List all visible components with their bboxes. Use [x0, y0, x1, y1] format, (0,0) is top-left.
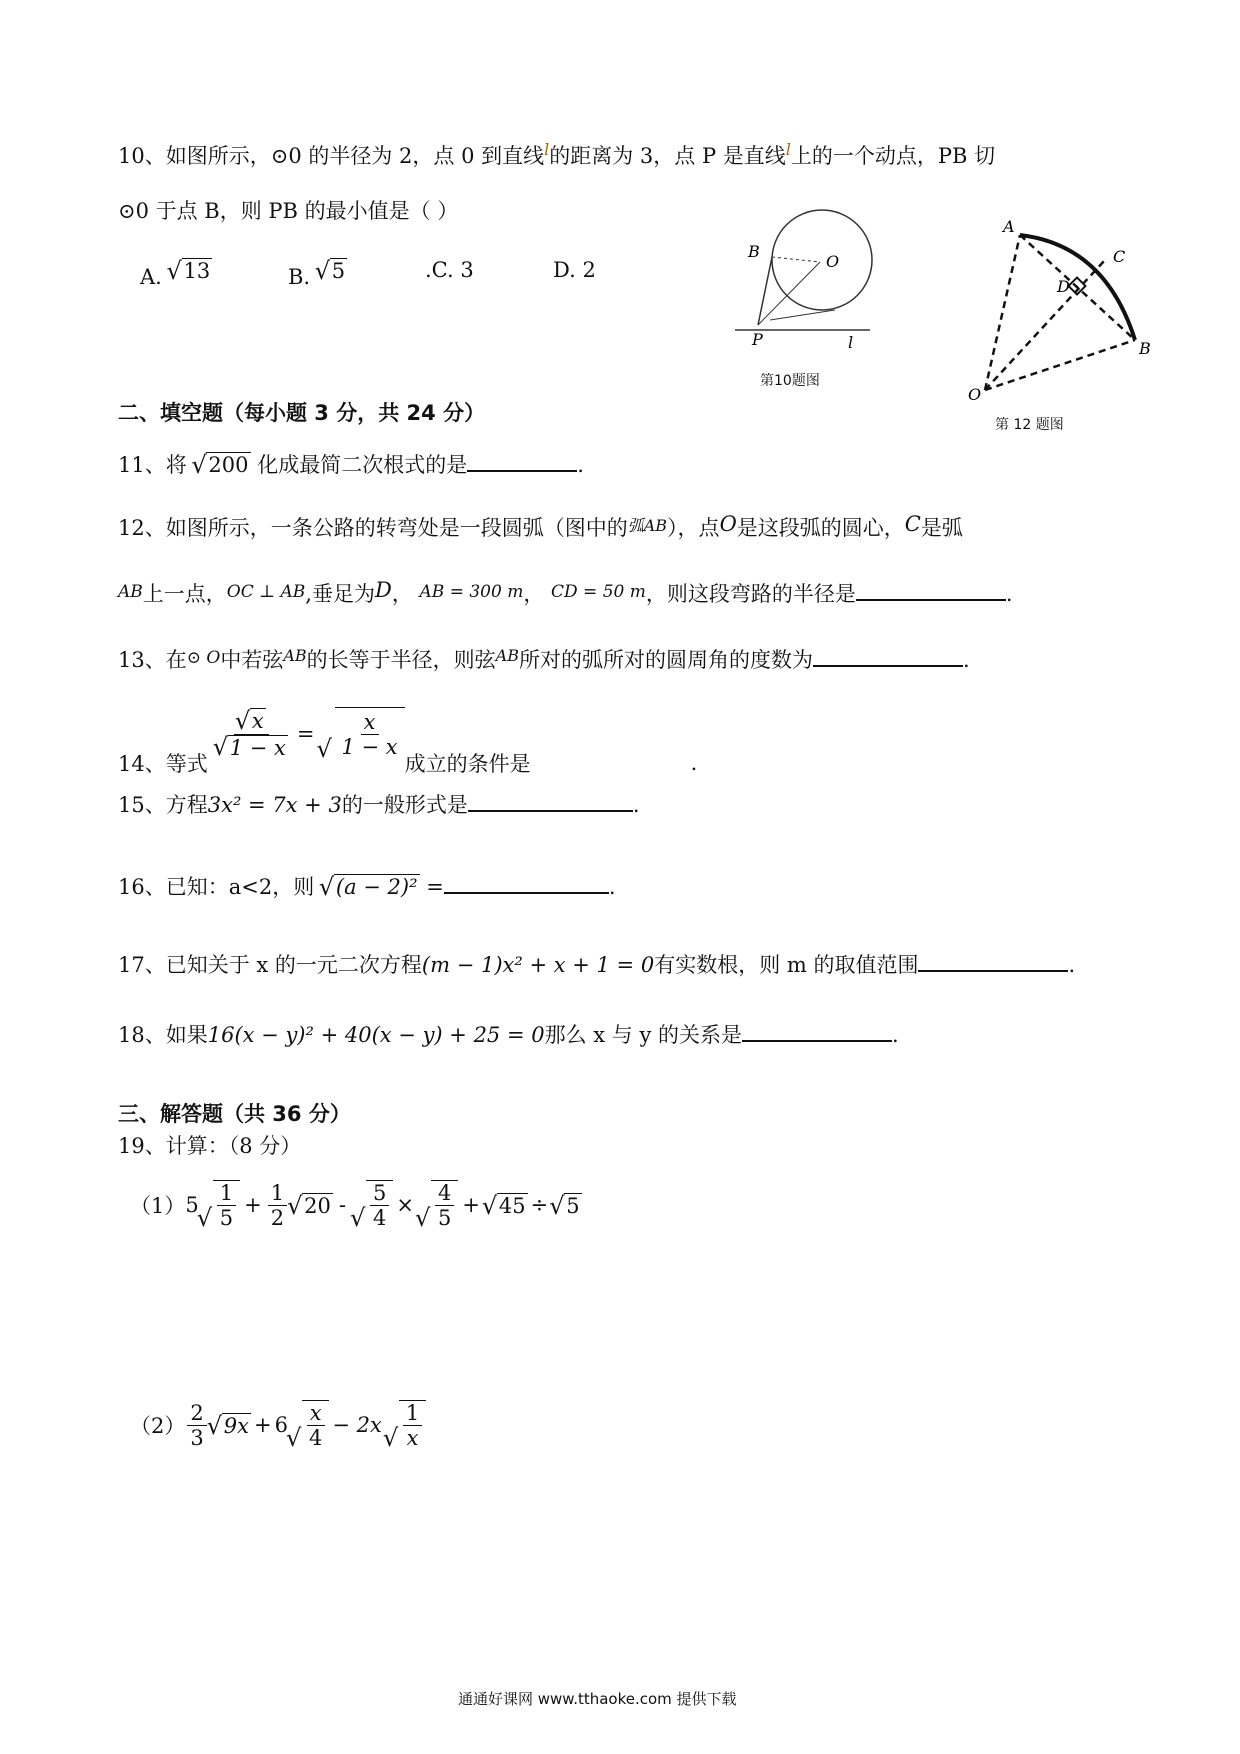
- q12-perp: OC ⊥ AB: [226, 582, 306, 602]
- q10-var-l: l: [544, 140, 550, 159]
- q19-p1-frac2: [268, 1181, 287, 1230]
- q14-left-num: [234, 708, 269, 734]
- page-footer: 通通好课网 www.tthaoke.com 提供下载: [458, 1690, 737, 1708]
- q13-circle-o: ⊙ O: [186, 648, 221, 668]
- q16-answer-blank[interactable]: [444, 870, 609, 894]
- q11-post: 化成最简二次根式的是: [257, 453, 468, 477]
- fig10-label-o: O: [826, 252, 840, 271]
- q19-p2-f3-den: x: [406, 1426, 419, 1451]
- q19-p2-minus-2x: − 2x: [332, 1413, 382, 1438]
- fig10-segment-pb: [758, 257, 772, 325]
- option-a-sqrt: [169, 258, 213, 283]
- q19-p1-label: （1）: [130, 1194, 186, 1219]
- q15-answer-blank[interactable]: [468, 788, 633, 812]
- q19-p2-r9x: 9x: [223, 1413, 249, 1438]
- q12-text-b: ），点: [667, 516, 720, 540]
- option-b-sqrt: [317, 258, 347, 283]
- q12-text-a: 12、如图所示，一条公路的转弯处是一段圆弧（图中的: [118, 516, 628, 540]
- q18-post: 那么 x 与 y 的关系是: [544, 1023, 743, 1047]
- q19-p1-r45: 45: [498, 1193, 526, 1218]
- q19-p2-frac3: [403, 1401, 422, 1450]
- q14-right-num: √ x: [361, 710, 379, 735]
- q19-p2-frac2: [306, 1401, 325, 1450]
- fig10-segment-po: [758, 262, 820, 325]
- q12-answer-blank[interactable]: [856, 577, 1006, 601]
- q12-var-c: C: [904, 512, 921, 536]
- q11-radicand: 200: [208, 453, 249, 477]
- q13-text-d: 所对的弧所对的圆周角的度数为: [518, 648, 813, 672]
- q10-text-b: 的距离为 3，点 P 是直线: [549, 144, 786, 168]
- q19-p1-frac3: [370, 1181, 389, 1230]
- option-b-radicand: 5: [331, 259, 346, 283]
- q19-p1-f3-den: 4: [372, 1206, 387, 1231]
- fig10-label-l: l: [848, 333, 854, 352]
- q12-text-c: 是这段弧的圆心，: [736, 516, 905, 540]
- q19-p2-label: （2）: [130, 1414, 186, 1439]
- q10-line1: [118, 140, 995, 170]
- q19-p2-frac1: [187, 1401, 206, 1450]
- q15-equation: 3x² = 7x + 3: [207, 793, 342, 817]
- q11: [118, 448, 584, 479]
- q10-option-b: [288, 258, 347, 289]
- fig12-label-d: D: [1057, 277, 1070, 296]
- q19-p1-rad1: [213, 1180, 240, 1230]
- fig10-caption: 第10题图: [760, 373, 820, 389]
- option-b-label: B.: [288, 265, 311, 289]
- fig12-caption: 第 12 题图: [995, 417, 1064, 433]
- q19-p2-f2-num: √ x: [307, 1401, 325, 1426]
- q19-p1-f4-den: 5: [437, 1206, 452, 1231]
- q13-end: .: [962, 648, 970, 672]
- q14-right-sqrt: [319, 707, 405, 761]
- q19-p1-rad3: [366, 1180, 393, 1230]
- q12-text-g: ，: [391, 582, 413, 606]
- q14-equals: =: [296, 722, 315, 746]
- q10-option-d: D. 2: [553, 258, 596, 282]
- q13: [118, 643, 970, 674]
- q10-line2: ⊙0 于点 B，则 PB 的最小值是（ ）: [118, 199, 459, 223]
- q16-equals: =: [426, 875, 444, 899]
- q19-p2-sqrt-frac3: [385, 1400, 426, 1450]
- q18-end: .: [892, 1023, 899, 1047]
- q14-right-radicand: [335, 707, 405, 761]
- q17-end: .: [1068, 953, 1076, 977]
- q13-answer-blank[interactable]: [813, 643, 963, 667]
- option-a-label: A.: [140, 265, 162, 289]
- q17-pre: 17、已知关于 x 的一元二次方程: [118, 953, 422, 977]
- q19-p1-rad4: [431, 1180, 458, 1230]
- fig12-oa: [985, 235, 1020, 390]
- q19-p1-sqrt-frac1: [199, 1180, 240, 1230]
- q10-var-l-2: l: [785, 140, 791, 159]
- q13-text-b: 中若弦: [220, 648, 284, 672]
- q15-post: 的一般形式是: [341, 793, 468, 817]
- q19-p1-f2-num: 1: [268, 1181, 287, 1206]
- q17-answer-blank[interactable]: [918, 948, 1068, 972]
- q12-arc-ab: 弧AB: [627, 516, 668, 535]
- section3-title: 三、解答题（共 36 分）: [118, 1102, 351, 1126]
- q12-end: .: [1005, 582, 1013, 606]
- q14-left-den: [212, 735, 291, 760]
- fig12-label-o: O: [968, 385, 982, 404]
- q11-end: .: [577, 453, 584, 477]
- q14-num-radicand: x: [251, 709, 264, 734]
- figure-12: [965, 220, 1165, 410]
- q14-sqrt-1mx: [215, 735, 288, 760]
- q19-p1-f4-num: √ 4: [435, 1181, 454, 1206]
- q14-right-den: 1 − x: [341, 735, 398, 759]
- q19-p2-sqrt9x: [209, 1413, 251, 1438]
- q19-p1-f1-num: √ 1: [217, 1181, 236, 1206]
- q13-var-ab-2: AB: [495, 646, 519, 665]
- q10-option-a: [140, 258, 212, 289]
- q13-var-ab: AB: [283, 646, 307, 665]
- q14: [118, 690, 697, 778]
- q19-p1-f1-den: 5: [219, 1206, 234, 1231]
- fig12-label-c: C: [1113, 247, 1126, 266]
- q17: [118, 948, 1075, 979]
- q12-ab-length: AB = 300 m: [419, 582, 524, 602]
- q10-text-a: 10、如图所示，⊙0 的半径为 2，点 0 到直线: [118, 144, 545, 168]
- q15-pre: 15、方程: [118, 793, 208, 817]
- fig12-ob: [985, 340, 1135, 390]
- q12-text-h: ，: [523, 582, 545, 606]
- q16-radicand: (a − 2)²: [335, 875, 418, 899]
- q16-pre: 16、已知：a<2，则: [118, 875, 315, 899]
- q19-p1-f3-num: √ 5: [370, 1181, 389, 1206]
- q19-p2-f3-num: √ 1: [403, 1401, 422, 1426]
- q17-post: 有实数根，则 m 的取值范围: [654, 953, 919, 977]
- q19-p2-f2-den: 4: [308, 1426, 323, 1451]
- q19-p1-frac1: [217, 1181, 236, 1230]
- q19-part2: [130, 1400, 426, 1450]
- q11-pre: 11、将: [118, 453, 187, 477]
- fig10-segment-bo: [772, 257, 820, 262]
- q19-part1: [130, 1180, 582, 1230]
- q14-end: .: [690, 751, 698, 775]
- q12-text-i: ，则这段弯路的半径是: [645, 582, 856, 606]
- q13-text-a: 13、在: [118, 648, 187, 672]
- q19-p2-f1-den: 3: [190, 1425, 204, 1450]
- option-a-radicand: 13: [183, 259, 211, 283]
- q16-sqrt: [321, 874, 420, 899]
- q11-answer-blank[interactable]: [467, 448, 577, 472]
- q16: [118, 870, 616, 901]
- fig12-label-b: B: [1139, 339, 1151, 358]
- q19-p2-rad3: [399, 1400, 426, 1450]
- q19-p2-coef-6: 6: [274, 1413, 288, 1438]
- q12-var-d: D: [374, 578, 392, 602]
- figure-10: [730, 205, 880, 365]
- q19-p2-f1-num: 2: [187, 1401, 206, 1426]
- q12-line1: [118, 512, 963, 542]
- q19-p1-coef-5: 5: [185, 1193, 199, 1218]
- fig10-label-b: B: [748, 242, 760, 261]
- q14-den-radicand: 1 − x: [229, 735, 286, 760]
- q19-p1-f2-den: 2: [270, 1205, 285, 1230]
- q14-post: 成立的条件是: [404, 752, 531, 776]
- fig10-label-p: P: [752, 330, 763, 349]
- q11-sqrt: [193, 452, 250, 477]
- q19-p2-sqrt-frac2: [288, 1400, 329, 1450]
- q19-p1-plus1: +: [244, 1193, 262, 1218]
- q19-p1-times: ×: [396, 1193, 414, 1218]
- fig12-label-a: A: [1003, 220, 1015, 236]
- q18: [118, 1018, 899, 1049]
- q19-title: 19、计算：（8 分）: [118, 1134, 302, 1158]
- q19-p1-plus2: +: [462, 1193, 480, 1218]
- q19-p1-minus: -: [338, 1193, 346, 1218]
- q18-answer-blank[interactable]: [742, 1018, 892, 1042]
- q19-p1-r20: 20: [304, 1193, 331, 1218]
- q12-text-f: ,垂足为: [305, 582, 375, 606]
- q19-p1-r5: 5: [566, 1193, 580, 1218]
- fig10-tangent-segment: [770, 310, 835, 320]
- q14-pre: 14、等式: [118, 752, 208, 776]
- q19-p1-sqrt5: [551, 1193, 581, 1218]
- q10-text-c: 上的一个动点，PB 切: [790, 144, 996, 168]
- q17-equation: (m − 1)x² + x + 1 = 0: [421, 953, 655, 977]
- q19-p2-plus: +: [253, 1413, 272, 1438]
- q14-left-fraction: [212, 708, 291, 759]
- q19-p1-frac4: [435, 1181, 454, 1230]
- q19-p1-sqrt20: [289, 1193, 333, 1218]
- q14-sqrt-x: [237, 708, 266, 733]
- q12-text-d: 是弧: [920, 516, 963, 540]
- q15-end: .: [632, 793, 640, 817]
- q19-p1-sqrt-frac3: [352, 1180, 393, 1230]
- q14-right-fraction: [339, 710, 401, 759]
- q10-option-c: .C. 3: [425, 258, 474, 282]
- q19-p1-sqrt45: [484, 1193, 528, 1218]
- q12-line2: [118, 577, 1013, 608]
- q12-var-ab: AB: [118, 582, 143, 602]
- q12-text-e: 上一点，: [142, 582, 227, 606]
- section2-title: 二、填空题（每小题 3 分，共 24 分）: [118, 401, 486, 425]
- q19-p1-div: ÷: [530, 1193, 549, 1218]
- q18-equation: 16(x − y)² + 40(x − y) + 25 = 0: [207, 1023, 545, 1047]
- q15: [118, 788, 640, 819]
- q13-text-c: 的长等于半径，则弦: [306, 648, 496, 672]
- q16-end: .: [608, 875, 616, 899]
- q18-pre: 18、如果: [118, 1023, 208, 1047]
- q12-cd-length: CD = 50 m: [551, 582, 646, 602]
- q19-p1-sqrt-frac4: [417, 1180, 458, 1230]
- q12-var-o: O: [719, 512, 737, 536]
- q19-p2-rad2: [302, 1400, 329, 1450]
